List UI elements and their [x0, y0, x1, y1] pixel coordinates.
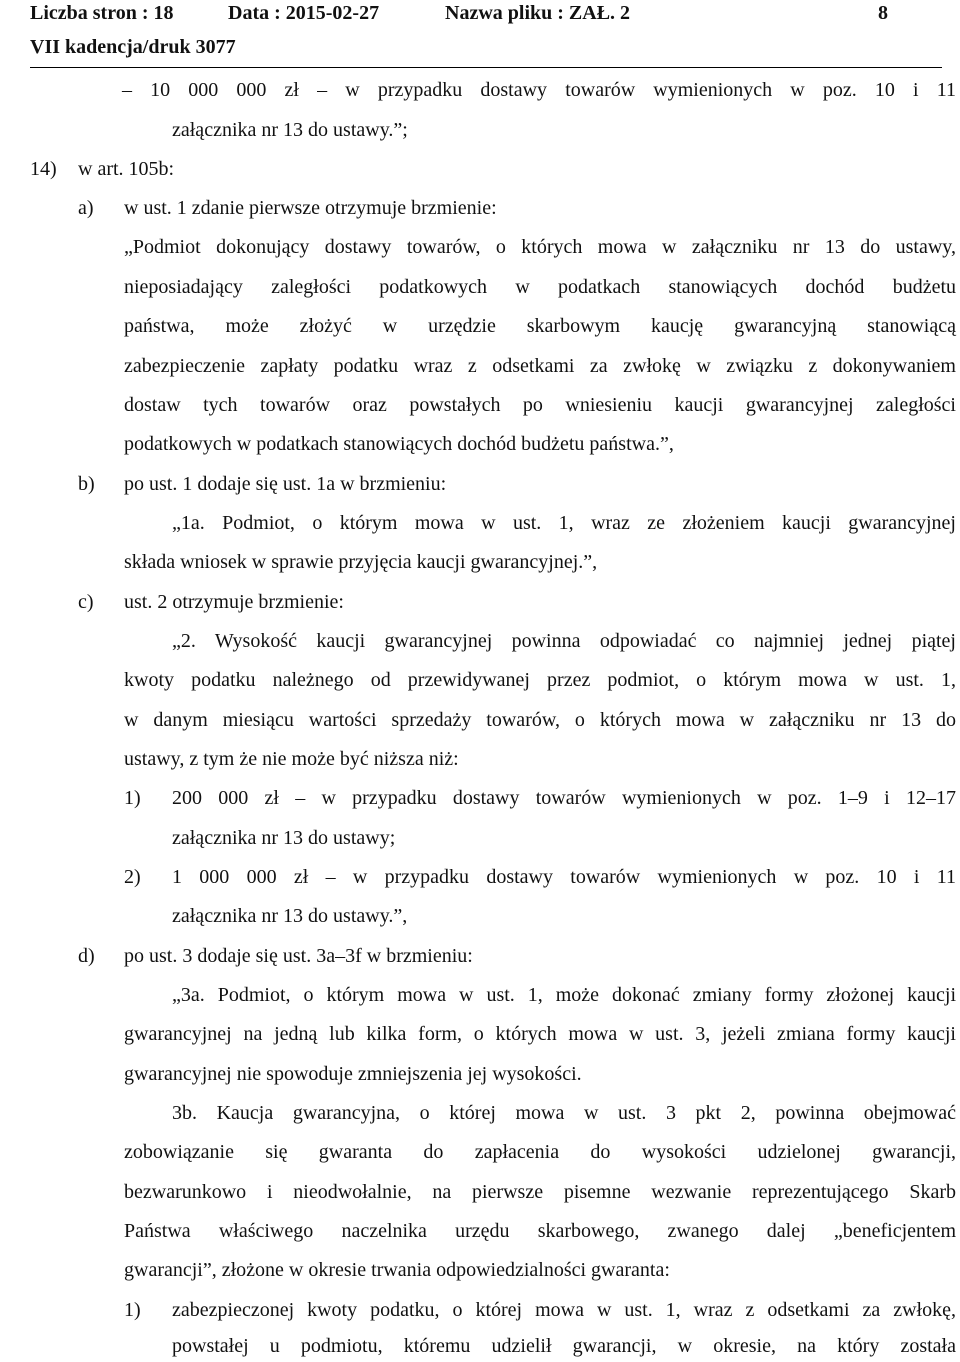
text-line: gwarancyjnej na jedną lub kilka form, o których mowa w ust. 3, jeżeli zmiana formy kaucji — [124, 1023, 956, 1045]
text-line: zabezpieczenie zapłaty podatku wraz z odsetkami za zwłokę w związku z dokonywaniem — [124, 355, 956, 377]
text-line: kwoty podatku należnego od przewidywanej przez podmiot, o którym mowa w ust. 1, — [124, 669, 956, 691]
text-line: ustawy, z tym że nie może być niższa niż: — [124, 748, 459, 770]
text-line: 3b. Kaucja gwarancyjna, o której mowa w ust. 3 pkt 2, powinna obejmować — [172, 1102, 956, 1124]
page-header — [30, 0, 942, 70]
text-line: powstałej u podmiotu, któremu udzielił gwarancji, w okresie, na który została — [172, 1335, 956, 1357]
page-number: 8 — [878, 2, 888, 24]
text-line: państwa, może złożyć w urzędzie skarbowym kaucję gwarancyjną stanowiącą — [124, 315, 956, 337]
text-line: w danym miesiącu wartości sprzedaży towarów, o których mowa w załączniku nr 13 do — [124, 709, 956, 731]
text-line: w art. 105b: — [78, 158, 175, 180]
text-line: – 10 000 000 zł – w przypadku dostawy towarów wymienionych w poz. 10 i 11 — [122, 79, 956, 101]
item-number: 1) — [124, 787, 141, 809]
text-line: bezwarunkowo i nieodwołalnie, na pierwsze pisemne wezwanie reprezentującego Skarb — [124, 1181, 956, 1203]
text-line: ust. 2 otrzymuje brzmienie: — [124, 591, 344, 613]
text-line: w ust. 1 zdanie pierwsze otrzymuje brzmienie: — [124, 197, 497, 219]
text-line: dostaw tych towarów oraz powstałych po wniesieniu kaucji gwarancyjnej zaległości — [124, 394, 956, 416]
page-count: Liczba stron : 18 — [30, 2, 174, 24]
header-divider — [30, 67, 942, 68]
text-line: „3a. Podmiot, o którym mowa w ust. 1, może dokonać zmiany formy złożonej kaucji — [172, 984, 956, 1006]
text-line: „1a. Podmiot, o którym mowa w ust. 1, wraz ze złożeniem kaucji gwarancyjnej — [172, 512, 956, 534]
document-date: Data : 2015-02-27 — [228, 2, 380, 24]
text-line: gwarancji”, złożone w okresie trwania odpowiedzialności gwaranta: — [124, 1259, 670, 1281]
text-line: załącznika nr 13 do ustawy.”; — [172, 119, 408, 141]
text-line: „Podmiot dokonujący dostawy towarów, o których mowa w załączniku nr 13 do ustawy, — [124, 236, 956, 258]
text-line: po ust. 3 dodaje się ust. 3a–3f w brzmieniu: — [124, 945, 473, 967]
text-line: załącznika nr 13 do ustawy; — [172, 827, 396, 849]
item-number: 1) — [124, 1299, 141, 1321]
file-name: Nazwa pliku : ZAŁ. 2 — [445, 2, 631, 24]
text-line: 1 000 000 zł – w przypadku dostawy towarów wymienionych w poz. 10 i 11 — [172, 866, 956, 888]
item-letter: a) — [78, 197, 94, 219]
text-line: „2. Wysokość kaucji gwarancyjnej powinna odpowiadać co najmniej jednej piątej — [172, 630, 956, 652]
item-number: 14) — [30, 158, 57, 180]
item-letter: c) — [78, 591, 94, 613]
item-letter: d) — [78, 945, 95, 967]
text-line: Państwa właściwego naczelnika urzędu skarbowego, zwanego dalej „beneficjentem — [124, 1220, 956, 1242]
text-line: składa wniosek w sprawie przyjęcia kaucji gwarancyjnej.”, — [124, 551, 598, 573]
text-line: zabezpieczonej kwoty podatku, o której mowa w ust. 1, wraz z odsetkami za zwłokę, — [172, 1299, 956, 1321]
item-number: 2) — [124, 866, 141, 888]
text-line: po ust. 1 dodaje się ust. 1a w brzmieniu: — [124, 473, 447, 495]
text-line: 200 000 zł – w przypadku dostawy towarów wymienionych w poz. 1–9 i 12–17 — [172, 787, 956, 809]
text-line: podatkowych w podatkach stanowiących dochód budżetu państwa.”, — [124, 433, 674, 455]
text-line: zobowiązanie się gwaranta do zapłacenia do wysokości udzielonej gwarancji, — [124, 1141, 956, 1163]
print-reference: VII kadencja/druk 3077 — [30, 36, 236, 58]
text-line: gwarancyjnej nie spowoduje zmniejszenia jej wysokości. — [124, 1063, 582, 1085]
text-line: załącznika nr 13 do ustawy.”, — [172, 905, 408, 927]
item-letter: b) — [78, 473, 95, 495]
text-line: nieposiadający zaległości podatkowych w podatkach stanowiących dochód budżetu — [124, 276, 956, 298]
